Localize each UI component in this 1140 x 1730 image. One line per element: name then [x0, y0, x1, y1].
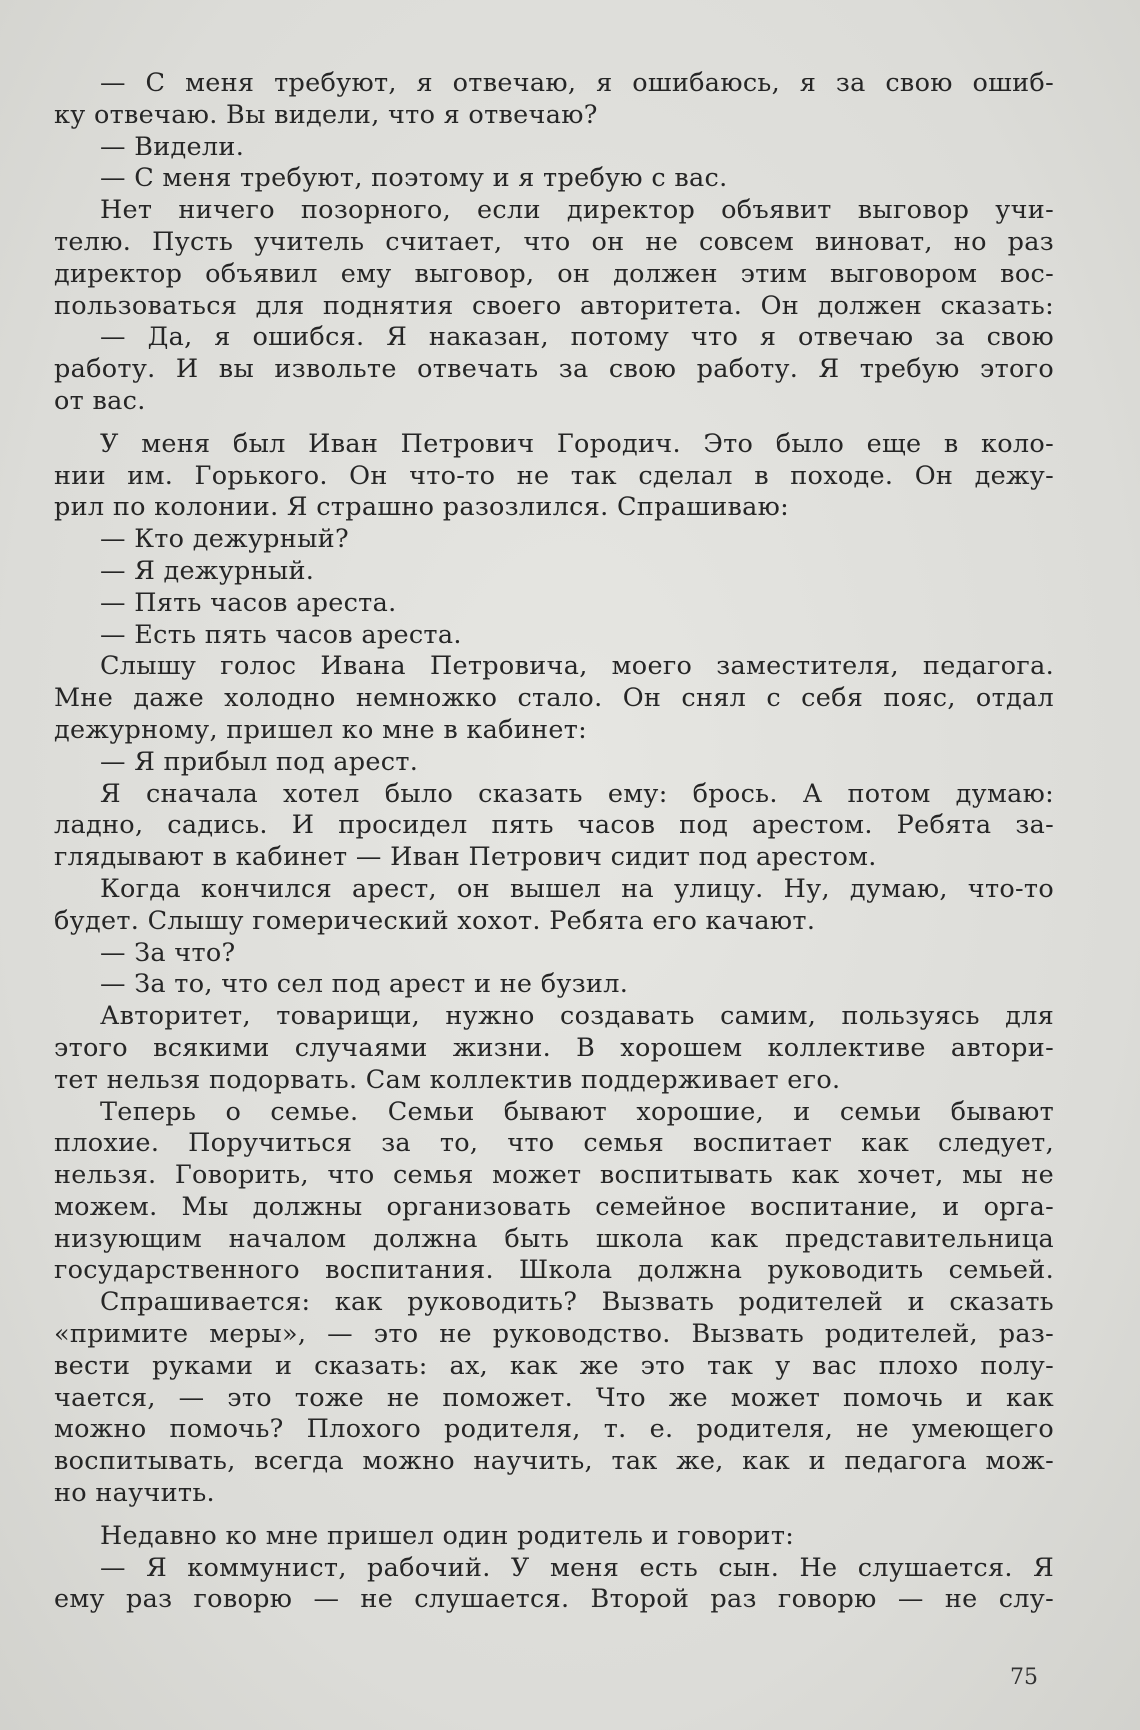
text-line: — Я дежурный. [100, 555, 315, 586]
text-line: директор объявил ему выговор, он должен этим выговором вос- [54, 258, 1054, 289]
text-line: этого всякими случаями жизни. В хорошем коллективе автори- [54, 1032, 1054, 1063]
text-line: вести руками и сказать: ах, как же это так у вас плохо полу- [54, 1350, 1054, 1381]
text-line: Теперь о семье. Семьи бывают хорошие, и семьи бывают [100, 1096, 1054, 1127]
text-line: «примите меры», — это не руководство. Вызвать родителей, раз- [54, 1319, 1054, 1350]
text-line: телю. Пусть учитель считает, что он не совсем виноват, но раз [54, 226, 1054, 257]
text-line: дежурному, пришел ко мне в кабинет: [54, 714, 588, 745]
text-line: — За что? [100, 937, 236, 968]
text-line: ладно, садись. И просидел пять часов под арестом. Ребята за- [54, 810, 1054, 841]
text-line: — Я прибыл под арест. [100, 746, 419, 777]
text-line: — Видели. [100, 131, 245, 162]
text-line: У меня был Иван Петрович Городич. Это было еще в коло- [100, 428, 1054, 459]
text-line: можно помочь? Плохого родителя, т. е. родителя, не умеющего [54, 1414, 1054, 1445]
text-line: — С меня требуют, поэтому и я требую с вас. [100, 163, 728, 194]
text-line: работу. И вы извольте отвечать за свою работу. Я требую этого [54, 354, 1054, 385]
text-line: низующим началом должна быть школа как представительница [54, 1223, 1054, 1254]
text-line: Слышу голос Ивана Петровича, моего заместителя, педагога. [100, 651, 1054, 682]
text-line: воспитывать, всегда можно научить, так же, как и педагога мож- [54, 1446, 1054, 1477]
text-line: ему раз говорю — не слушается. Второй раз говорю — не слу- [54, 1584, 1054, 1615]
text-line: пользоваться для поднятия своего авторитета. Он должен сказать: [54, 290, 1054, 321]
text-line: можем. Мы должны организовать семейное воспитание, и орга- [54, 1191, 1054, 1222]
text-line: Мне даже холодно немножко стало. Он снял с себя пояс, отдал [54, 683, 1054, 714]
text-line: будет. Слышу гомерический хохот. Ребята его качают. [54, 905, 816, 936]
text-line: Недавно ко мне пришел один родитель и говорит: [100, 1520, 795, 1551]
text-line: — За то, что сел под арест и не бузил. [100, 969, 629, 1000]
text-line: — Есть пять часов ареста. [100, 619, 462, 650]
text-line: Когда кончился арест, он вышел на улицу. Ну, думаю, что-то [100, 873, 1054, 904]
text-line: плохие. Поручиться за то, что семья воспитает как следует, [54, 1128, 1054, 1159]
text-line: Спрашивается: как руководить? Вызвать родителей и сказать [100, 1287, 1054, 1318]
text-line: глядывают в кабинет — Иван Петрович сидит под арестом. [54, 842, 877, 873]
text-line: — Я коммунист, рабочий. У меня есть сын. Не слушается. Я [100, 1552, 1054, 1583]
text-line: нельзя. Говорить, что семья может воспитывать как хочет, мы не [54, 1160, 1054, 1191]
text-line: нии им. Горького. Он что-то не так сделал в походе. Он дежу- [54, 460, 1054, 491]
text-line: — Пять часов ареста. [100, 587, 397, 618]
text-line: Авторитет, товарищи, нужно создавать самим, пользуясь для [100, 1001, 1054, 1032]
text-line: государственного воспитания. Школа должна руководить семьей. [54, 1255, 1054, 1286]
text-line: чается, — это тоже не поможет. Что же может помочь и как [54, 1382, 1054, 1413]
text-line: но научить. [54, 1478, 215, 1509]
text-line: Нет ничего позорного, если директор объявит выговор учи- [100, 195, 1054, 226]
text-line: Я сначала хотел было сказать ему: брось. А потом думаю: [100, 778, 1054, 809]
text-line: тет нельзя подорвать. Сам коллектив поддерживает его. [54, 1064, 841, 1095]
text-line: — Кто дежурный? [100, 524, 349, 555]
page-number: 75 [1010, 1665, 1038, 1690]
text-line: рил по колонии. Я страшно разозлился. Спрашиваю: [54, 492, 790, 523]
text-line: ку отвечаю. Вы видели, что я отвечаю? [54, 99, 598, 130]
body-text [54, 68, 1054, 1616]
text-line: — С меня требуют, я отвечаю, я ошибаюсь, я за свою ошиб- [100, 68, 1054, 98]
text-line: — Да, я ошибся. Я наказан, потому что я отвечаю за свою [100, 322, 1054, 353]
text-line: от вас. [54, 385, 146, 416]
